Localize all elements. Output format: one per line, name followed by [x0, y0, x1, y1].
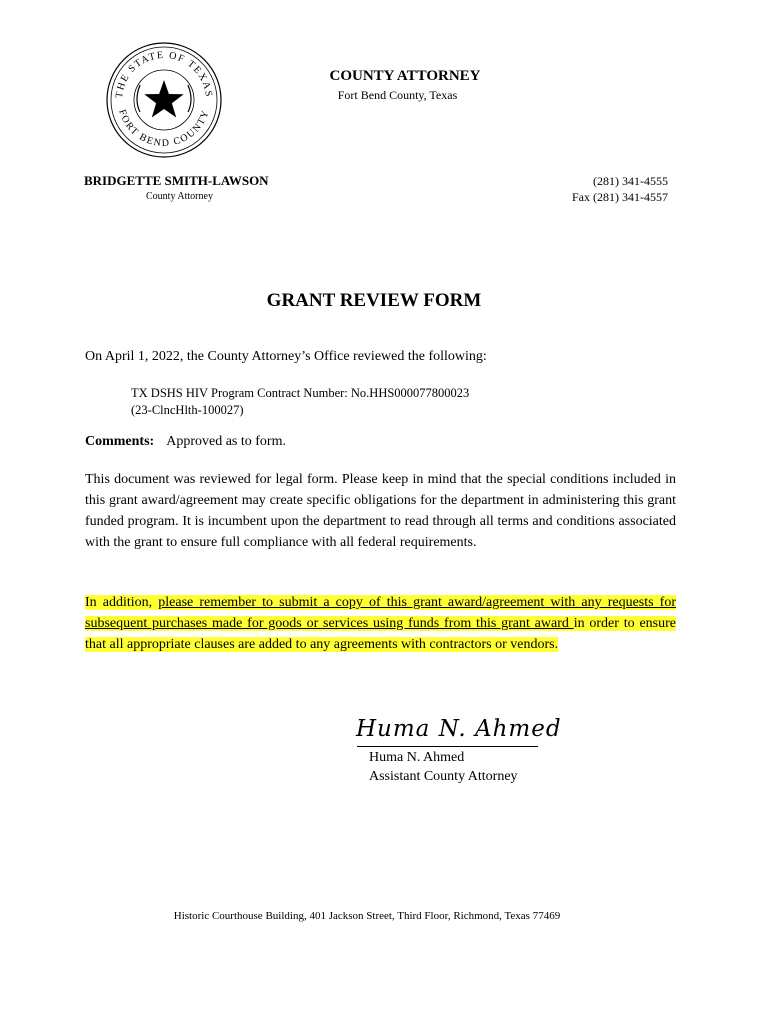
fax-number: Fax (281) 341-4557 — [572, 190, 668, 204]
highlight-underlined: please remember to submit a copy of this grant award/agreement with any requests for subsequent purchases made for goods or services using funds from this grant award — [85, 595, 677, 631]
form-title: GRANT REVIEW FORM — [266, 290, 482, 311]
comments-row — [85, 434, 286, 450]
intro-text: On April 1, 2022, the County Attorney’s Office reviewed the following: — [85, 349, 487, 364]
signature-script: Huma N. Ahmed — [356, 716, 562, 742]
contract-reference — [131, 385, 469, 419]
signatory-title: Assistant County Attorney — [369, 769, 518, 784]
attorney-title: County Attorney — [146, 191, 213, 202]
seal-graphic — [104, 40, 224, 160]
attorney-name: BRIDGETTE SMITH-LAWSON — [84, 173, 269, 188]
reference-line-1: TX DSHS HIV Program Contract Number: No.HHS000077800023 — [131, 386, 470, 400]
contact-block — [572, 173, 668, 205]
highlighted-notice — [85, 592, 676, 655]
office-location: Fort Bend County, Texas — [337, 88, 458, 102]
signatory-block — [369, 748, 518, 786]
footer-address: Historic Courthouse Building, 401 Jackson Street, Third Floor, Richmond, Texas 77469 — [173, 910, 561, 922]
reference-line-2: (23-ClncHlth-100027) — [131, 403, 244, 417]
office-title: COUNTY ATTORNEY — [329, 68, 481, 84]
phone-number: (281) 341-4555 — [593, 174, 668, 188]
highlight-lead: In addition, please remember to submit a copy of this grant award/agreement with any requests for subsequent purchases made for goods or services using funds from this grant award in order to ensure that all appropriate clauses are added to any agreements with contractors or vendors. — [85, 595, 677, 652]
review-paragraph: This document was reviewed for legal form. Please keep in mind that the special conditions included in this grant award/agreement may create specific obligations for the department in administering this grant funded program. It is incumbent upon the department to read through all terms and conditions associated with the grant to ensure full compliance with all federal requirements. — [85, 472, 676, 550]
signature-line — [357, 746, 538, 747]
county-seal — [104, 40, 224, 160]
seal-top-text: THE STATE OF TEXAS — [113, 49, 215, 99]
highlight-tail: in order to ensure that all appropriate clauses are added to any agreements with contractors or vendors. — [85, 616, 676, 652]
comments-value: Approved as to form. — [166, 434, 286, 449]
signatory-name: Huma N. Ahmed — [369, 750, 465, 765]
seal-bottom-text: FORT BEND COUNTY — [116, 108, 212, 150]
comments-label: Comments: — [85, 434, 155, 449]
star-icon — [144, 80, 183, 118]
